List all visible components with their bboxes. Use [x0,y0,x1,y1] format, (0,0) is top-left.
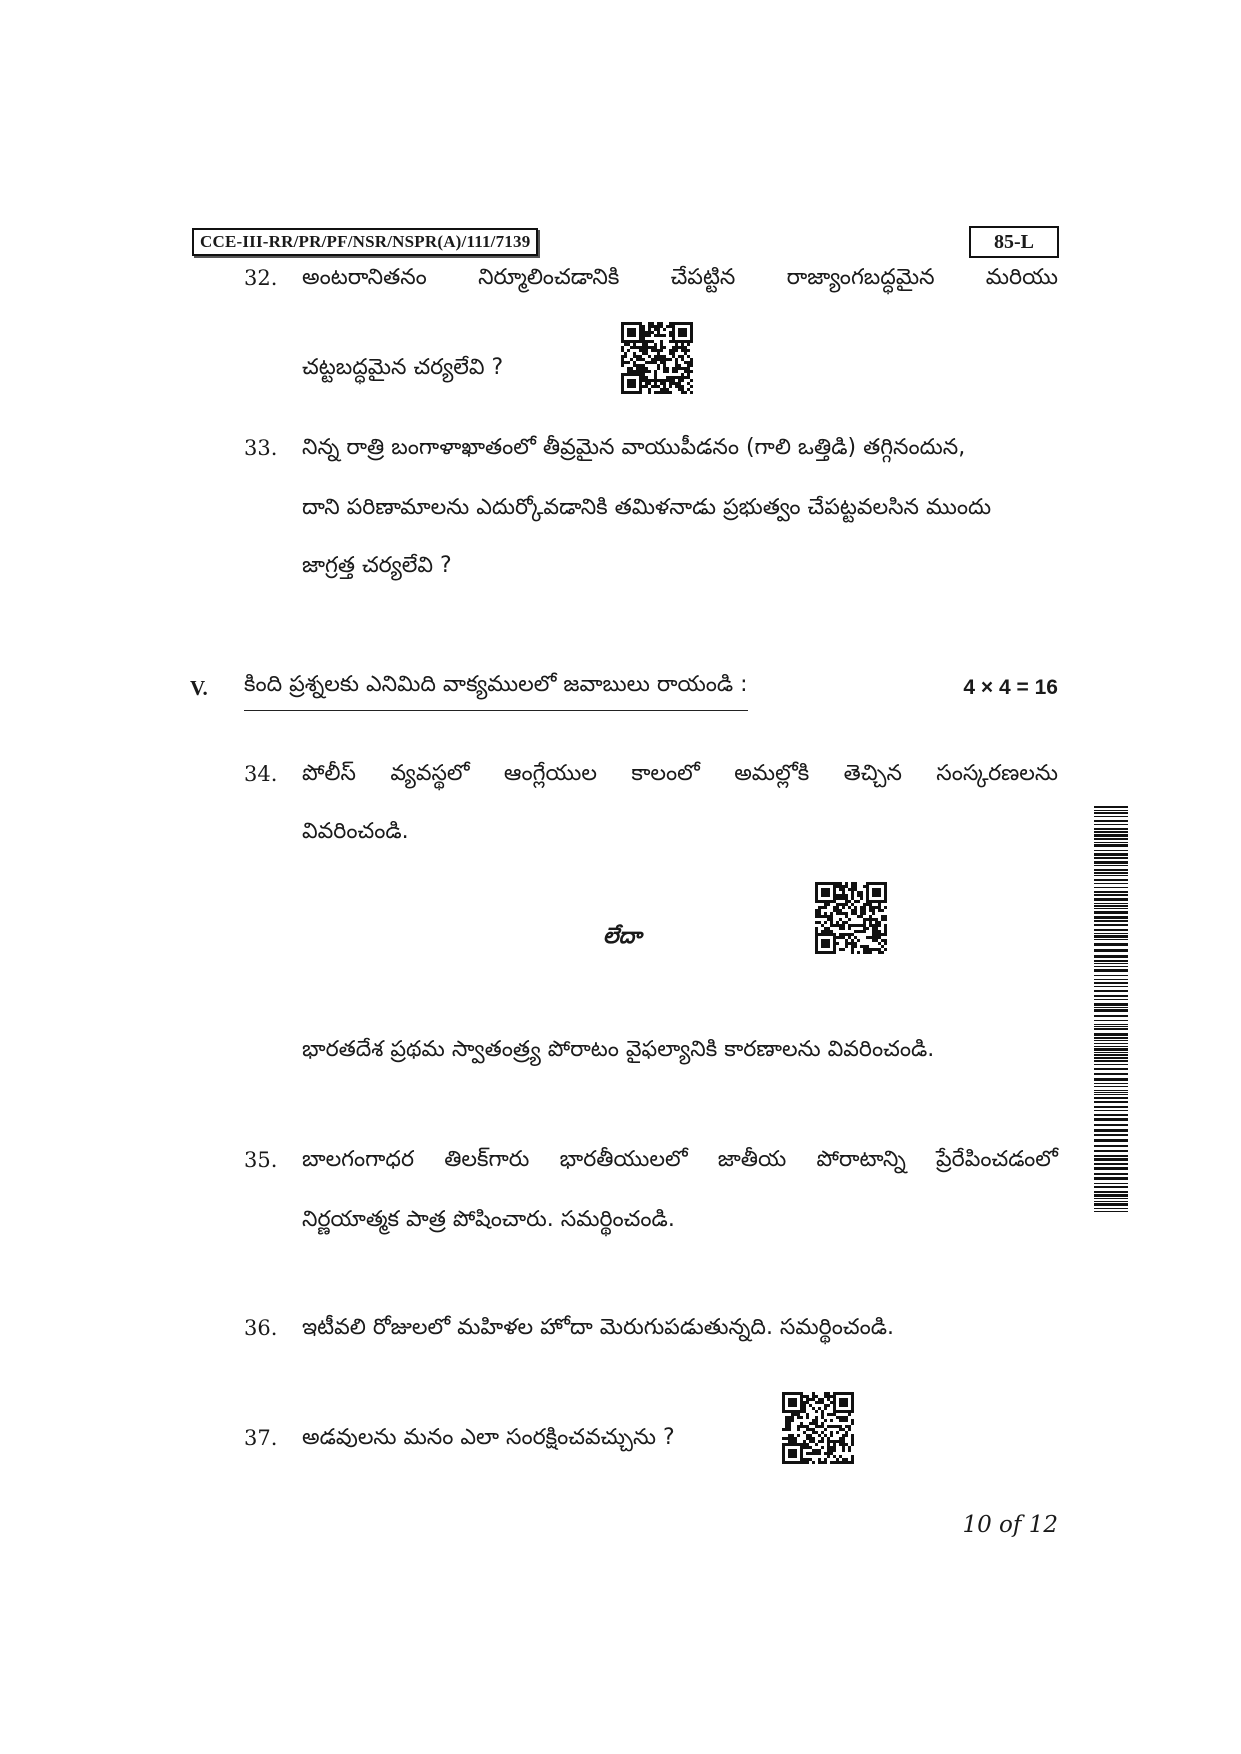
word: చేపట్టిన [670,265,736,290]
question-32-line-1 [302,264,1058,292]
question-number: 35. [244,1148,278,1172]
question-number: 33. [244,436,278,460]
word: తెచ్చిన [843,761,902,786]
section-marks: 4 × 4 = 16 [963,676,1058,699]
word: మరియు [985,265,1058,290]
question-33-line-2: దాని పరిణామాలను ఎదుర్కోవడానికి తమిళనాడు ప్రభుత్వం చేపట్టవలసిన ముందు [302,495,992,520]
question-35-line-1 [302,1146,1058,1174]
word: ప్రేరేపించడంలో [936,1147,1058,1172]
word: జాతీయ [717,1147,787,1172]
word: నిర్మూలించడానికి [478,265,620,290]
qr-code-1 [621,322,693,394]
word: ఆంగ్లేయుల [503,761,597,786]
question-32-line-2: చట్టబద్ధమైన చర్యలేవి ? [302,355,504,380]
question-36-line-1: ఇటీవలి రోజులలో మహిళల హోదా మెరుగుపడుతున్నది. సమర్థించండి. [302,1315,895,1340]
word: సంస్కరణలను [936,761,1058,786]
barcode [1094,806,1128,1214]
question-37-line-1: అడవులను మనం ఎలా సంరక్షించవచ్చును ? [302,1425,675,1450]
word: అంటరానితనం [302,265,427,290]
word: రాజ్యాంగబద్ధమైన [786,265,935,290]
section-number: V. [190,676,208,700]
word: బాలగంగాధర [302,1147,415,1172]
word: అమల్లోకి [734,761,810,786]
word: కాలంలో [631,761,700,786]
paper-code-box: 85-L [969,226,1059,258]
word: పోలీస్ [302,761,356,786]
word: పోరాటాన్ని [816,1147,906,1172]
qr-code-2 [815,882,887,954]
question-34-alternative: భారతదేశ ప్రథమ స్వాతంత్ర్య పోరాటం వైఫల్యానికి కారణాలను వివరించండి. [302,1037,935,1062]
question-34-line-2: వివరించండి. [302,819,409,844]
question-number: 34. [244,762,278,786]
question-number: 36. [244,1316,278,1340]
question-35-line-2: నిర్ణయాత్మక పాత్ర పోషించారు. సమర్థించండి. [302,1207,675,1232]
question-number: 32. [244,266,278,290]
word: వ్యవస్థలో [390,761,470,786]
section-heading: కింది ప్రశ్నలకు ఎనిమిది వాక్యములలో జవాబులు రాయండి : [244,672,748,711]
question-33-line-3: జాగ్రత్త చర్యలేవి ? [302,553,452,578]
word: తిలక్‌గారు [444,1147,530,1172]
question-34-line-1 [302,760,1058,788]
word: భారతీయులలో [559,1147,688,1172]
exam-code-box: CCE-III-RR/PR/PF/NSR/NSPR(A)/111/7139 [192,228,538,256]
page-number: 10 of 12 [962,1512,1058,1538]
or-label: లేదా [603,924,642,949]
qr-code-3 [782,1392,854,1464]
question-33-line-1: నిన్న రాత్రి బంగాళాఖాతంలో తీవ్రమైన వాయుపీడనం (గాలి ఒత్తిడి) తగ్గినందున, [302,435,966,460]
question-number: 37. [244,1426,278,1450]
